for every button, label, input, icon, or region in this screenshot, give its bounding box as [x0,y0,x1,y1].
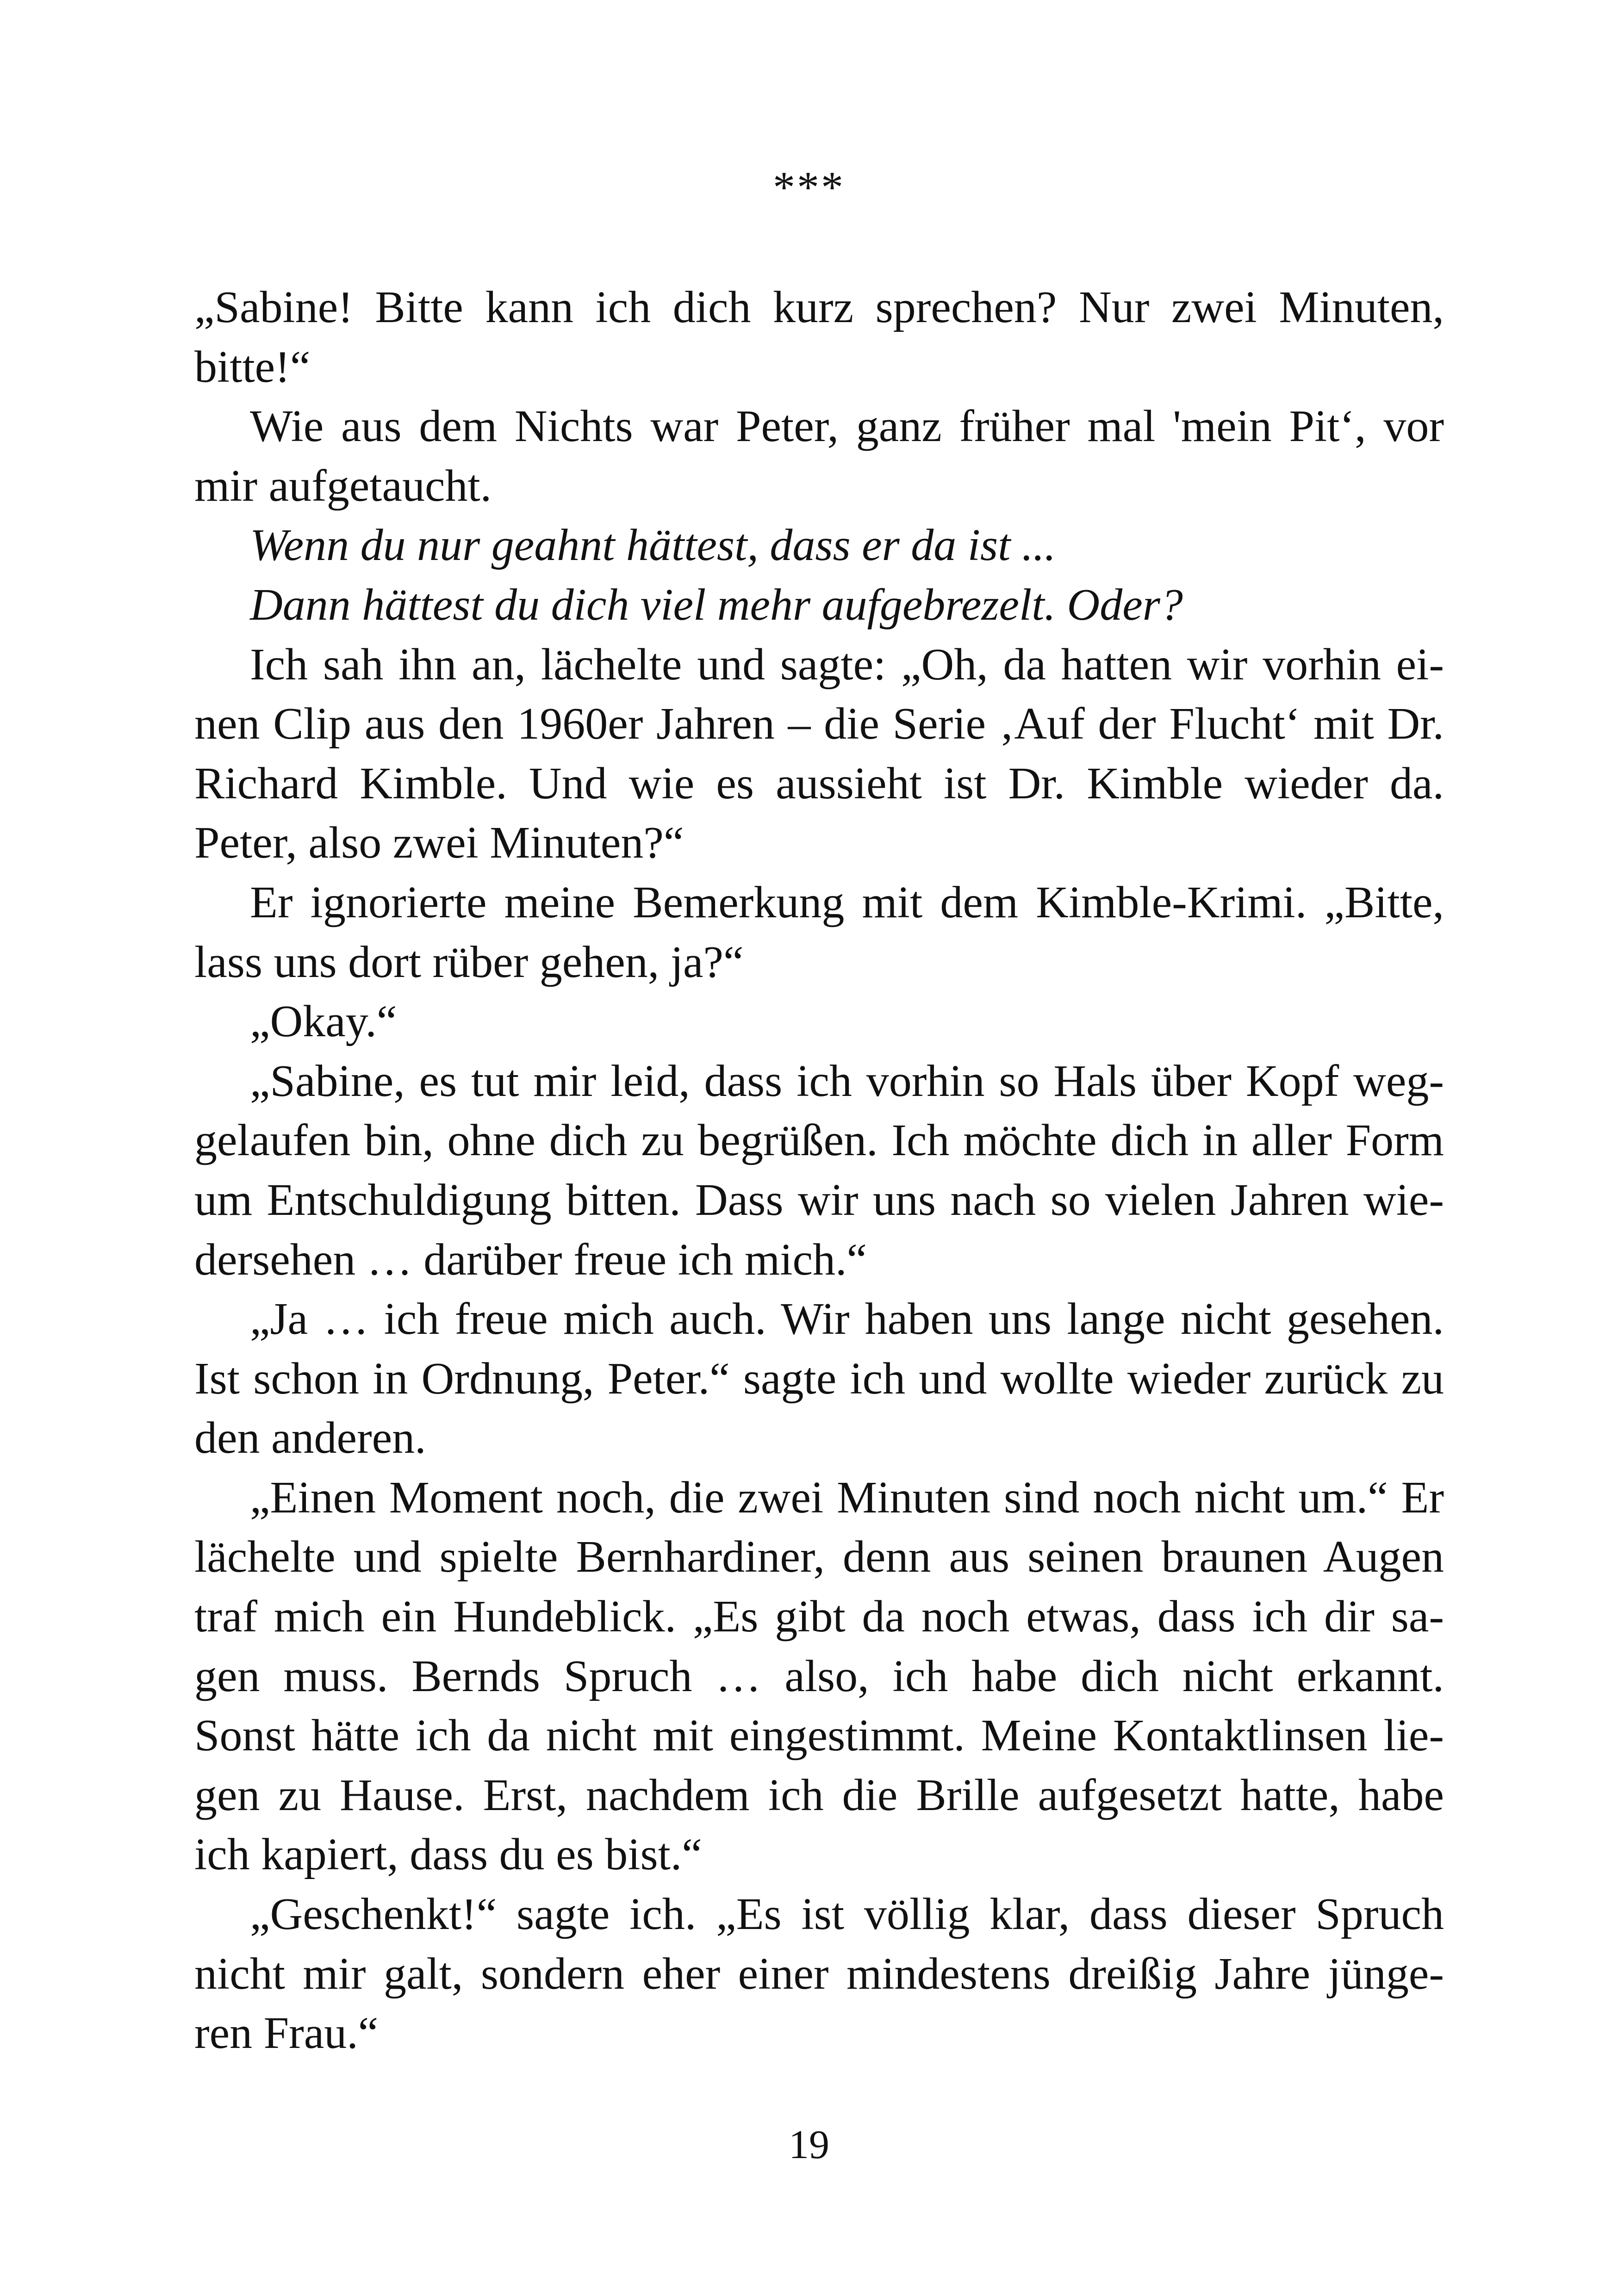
page-number: 19 [789,2122,829,2167]
text-line: lass uns dort rüber gehen, ja?“ [194,937,744,987]
section-separator: *** [773,162,845,212]
body-text [194,278,1444,2063]
text-line: Ich sah ihn an, lächelte und sagte: „Oh, da hatten wir vorhin ei- [250,639,1444,690]
text-line: „Einen Moment noch, die zwei Minuten sind noch nicht um.“ Er [250,1472,1444,1523]
text-line: um Entschuldigung bitten. Dass wir uns nach so vielen Jahren wie- [194,1175,1444,1225]
text-line-italic: Dann hättest du dich viel mehr aufgebrezelt. Oder? [250,579,1183,630]
text-line: gelaufen bin, ohne dich zu begrüßen. Ich möchte dich in aller Form [194,1115,1444,1166]
text-line: Richard Kimble. Und wie es aussieht ist Dr. Kimble wieder da. [194,758,1444,809]
text-line: nicht mir galt, sondern eher einer mindestens dreißig Jahre jünge- [194,1948,1444,1999]
text-line: bitte!“ [194,342,311,392]
text-line: „Ja … ich freue mich auch. Wir haben uns lange nicht gesehen. [250,1294,1444,1344]
text-line: gen zu Hause. Erst, nachdem ich die Brille aufgesetzt hatte, habe [194,1770,1444,1820]
text-line: ich kapiert, dass du es bist.“ [194,1829,702,1880]
text-line: „Sabine, es tut mir leid, dass ich vorhin so Hals über Kopf weg- [250,1056,1444,1106]
text-line-italic: Wenn du nur geahnt hättest, dass er da ist ... [250,520,1056,571]
text-line: den anderen. [194,1413,426,1463]
text-line: Wie aus dem Nichts war Peter, ganz früher mal 'mein Pit‘, vor [250,401,1444,452]
text-line: „Sabine! Bitte kann ich dich kurz sprechen? Nur zwei Minuten, [194,282,1444,332]
text-line: Peter, also zwei Minuten?“ [194,818,684,868]
text-line: ren Frau.“ [194,2008,379,2059]
text-line: Er ignorierte meine Bemerkung mit dem Kimble-Krimi. „Bitte, [250,877,1444,927]
text-line: traf mich ein Hundeblick. „Es gibt da noch etwas, dass ich dir sa- [194,1592,1444,1642]
text-line: Sonst hätte ich da nicht mit eingestimmt. Meine Kontaktlinsen lie- [194,1711,1444,1761]
text-line: lächelte und spielte Bernhardiner, denn aus seinen braunen Augen [194,1532,1444,1582]
text-line: dersehen … darüber freue ich mich.“ [194,1234,867,1285]
text-line: gen muss. Bernds Spruch … also, ich habe dich nicht erkannt. [194,1651,1444,1701]
text-line: Ist schon in Ordnung, Peter.“ sagte ich und wollte wieder zurück zu [194,1353,1444,1404]
text-line: mir aufgetaucht. [194,460,492,511]
text-line: „Geschenkt!“ sagte ich. „Es ist völlig klar, dass dieser Spruch [250,1889,1444,1940]
text-line: „Okay.“ [250,996,397,1047]
text-line: nen Clip aus den 1960er Jahren – die Serie ‚Auf der Flucht‘ mit Dr. [194,699,1444,749]
